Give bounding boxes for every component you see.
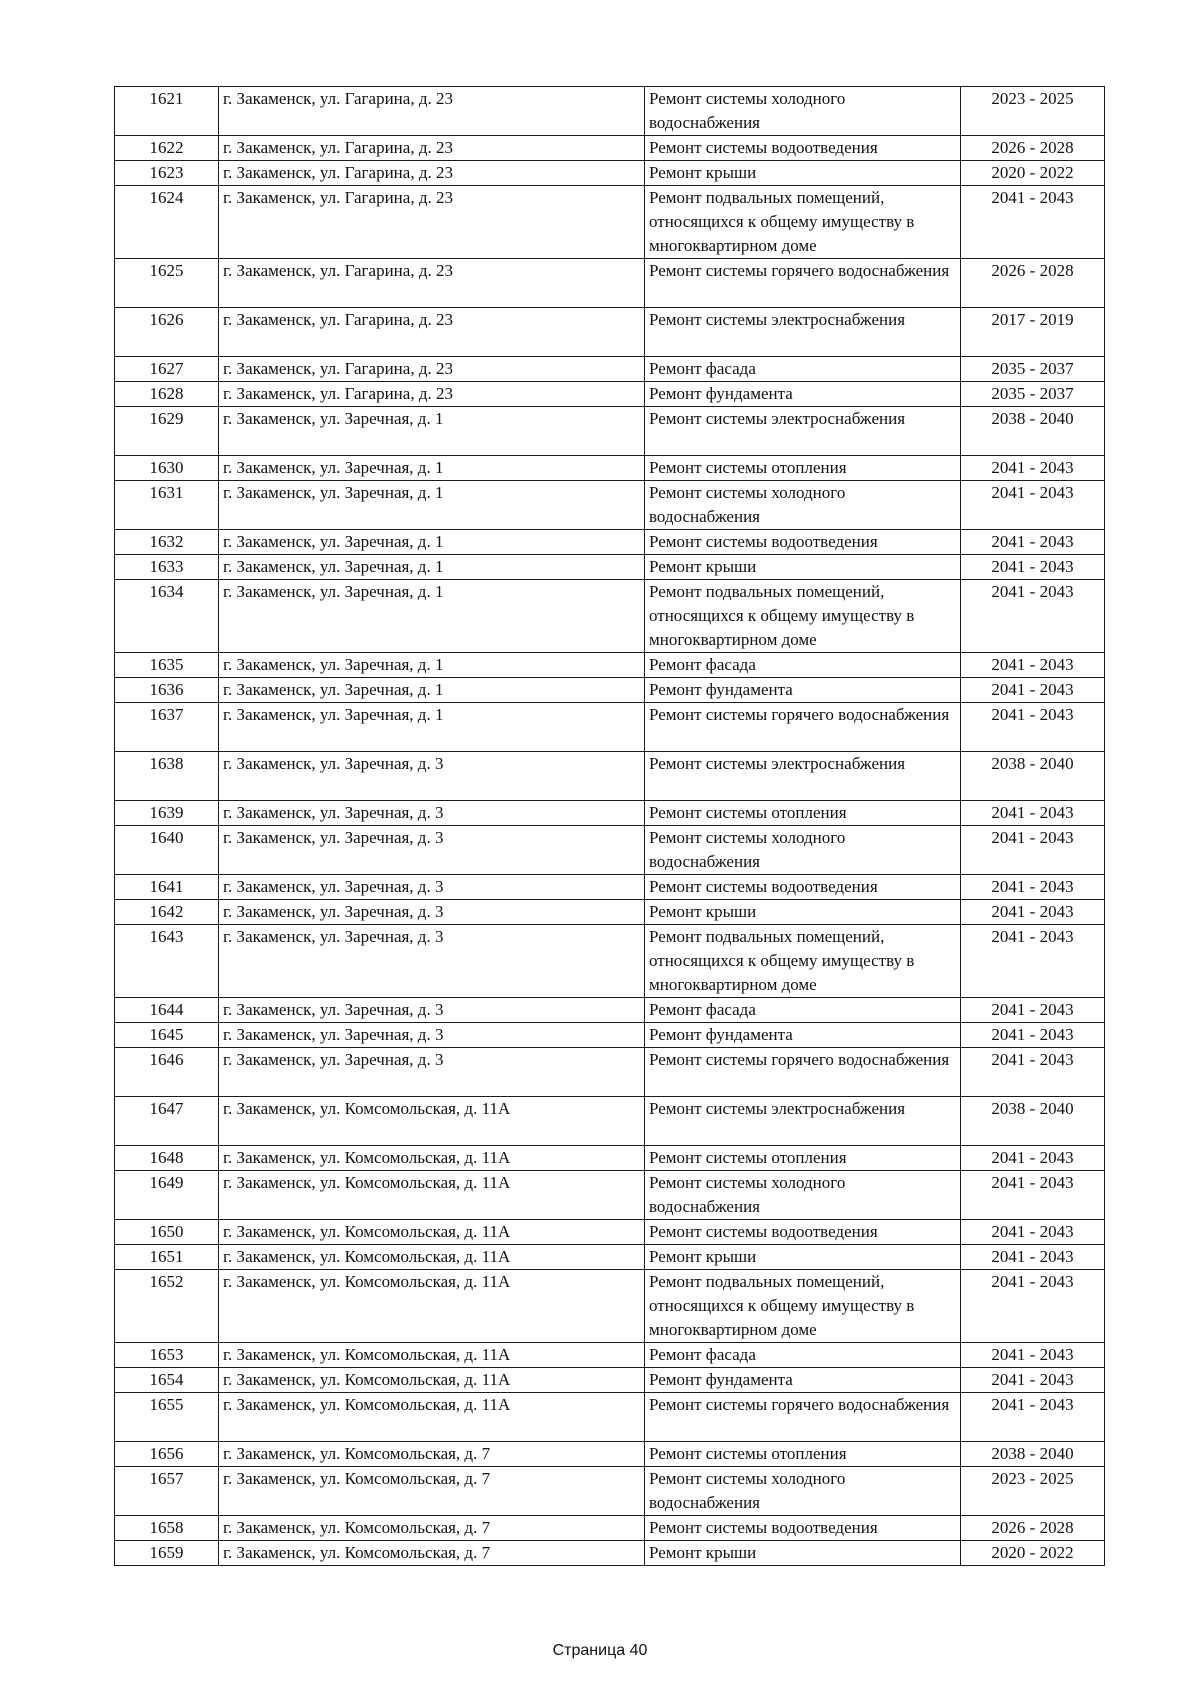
table-row — [115, 530, 1105, 555]
row-address: г. Закаменск, ул. Заречная, д. 1 — [219, 580, 645, 653]
row-number: 1632 — [115, 530, 219, 555]
row-period: 2038 - 2040 — [961, 407, 1105, 456]
row-number: 1651 — [115, 1245, 219, 1270]
row-number: 1635 — [115, 653, 219, 678]
row-period: 2041 - 2043 — [961, 678, 1105, 703]
row-address: г. Закаменск, ул. Заречная, д. 3 — [219, 900, 645, 925]
row-period: 2020 - 2022 — [961, 161, 1105, 186]
row-address: г. Закаменск, ул. Заречная, д. 3 — [219, 1048, 645, 1097]
row-period: 2035 - 2037 — [961, 382, 1105, 407]
table-row — [115, 653, 1105, 678]
row-number: 1623 — [115, 161, 219, 186]
row-work-type: Ремонт системы холодного водоснабжения — [645, 87, 961, 136]
row-address: г. Закаменск, ул. Комсомольская, д. 11А — [219, 1245, 645, 1270]
table-row — [115, 1023, 1105, 1048]
row-address: г. Закаменск, ул. Гагарина, д. 23 — [219, 87, 645, 136]
row-address: г. Закаменск, ул. Комсомольская, д. 11А — [219, 1171, 645, 1220]
table-row — [115, 456, 1105, 481]
row-period: 2041 - 2043 — [961, 653, 1105, 678]
row-work-type: Ремонт подвальных помещений, относящихся к общему имуществу в многоквартирном доме — [645, 1270, 961, 1343]
table-row — [115, 1442, 1105, 1467]
table-row — [115, 259, 1105, 308]
table-row — [115, 1541, 1105, 1566]
table-row — [115, 998, 1105, 1023]
row-period: 2041 - 2043 — [961, 925, 1105, 998]
table-row — [115, 925, 1105, 998]
table-row — [115, 136, 1105, 161]
table-row — [115, 1048, 1105, 1097]
row-address: г. Закаменск, ул. Заречная, д. 3 — [219, 826, 645, 875]
row-period: 2038 - 2040 — [961, 1097, 1105, 1146]
row-work-type: Ремонт фасада — [645, 1343, 961, 1368]
row-period: 2041 - 2043 — [961, 1270, 1105, 1343]
row-number: 1627 — [115, 357, 219, 382]
row-period: 2041 - 2043 — [961, 1171, 1105, 1220]
row-number: 1650 — [115, 1220, 219, 1245]
row-number: 1646 — [115, 1048, 219, 1097]
row-work-type: Ремонт крыши — [645, 900, 961, 925]
row-address: г. Закаменск, ул. Заречная, д. 1 — [219, 407, 645, 456]
row-work-type: Ремонт системы горячего водоснабжения — [645, 259, 961, 308]
row-work-type: Ремонт фундамента — [645, 1023, 961, 1048]
repair-schedule-table — [114, 86, 1105, 1566]
row-work-type: Ремонт подвальных помещений, относящихся к общему имуществу в многоквартирном доме — [645, 580, 961, 653]
row-address: г. Закаменск, ул. Комсомольская, д. 7 — [219, 1541, 645, 1566]
row-number: 1652 — [115, 1270, 219, 1343]
row-period: 2041 - 2043 — [961, 186, 1105, 259]
row-period: 2023 - 2025 — [961, 87, 1105, 136]
row-work-type: Ремонт крыши — [645, 1541, 961, 1566]
row-number: 1626 — [115, 308, 219, 357]
row-period: 2023 - 2025 — [961, 1467, 1105, 1516]
row-address: г. Закаменск, ул. Гагарина, д. 23 — [219, 259, 645, 308]
row-period: 2041 - 2043 — [961, 875, 1105, 900]
row-work-type: Ремонт системы водоотведения — [645, 1516, 961, 1541]
row-period: 2017 - 2019 — [961, 308, 1105, 357]
row-period: 2041 - 2043 — [961, 456, 1105, 481]
row-number: 1645 — [115, 1023, 219, 1048]
row-number: 1647 — [115, 1097, 219, 1146]
row-number: 1631 — [115, 481, 219, 530]
table-row — [115, 481, 1105, 530]
row-period: 2035 - 2037 — [961, 357, 1105, 382]
row-work-type: Ремонт системы холодного водоснабжения — [645, 826, 961, 875]
row-work-type: Ремонт системы холодного водоснабжения — [645, 1171, 961, 1220]
repair-schedule-body — [115, 87, 1105, 1566]
row-period: 2041 - 2043 — [961, 481, 1105, 530]
row-number: 1656 — [115, 1442, 219, 1467]
table-row — [115, 308, 1105, 357]
row-number: 1640 — [115, 826, 219, 875]
row-address: г. Закаменск, ул. Гагарина, д. 23 — [219, 136, 645, 161]
row-period: 2041 - 2043 — [961, 1393, 1105, 1442]
row-number: 1648 — [115, 1146, 219, 1171]
table-row — [115, 703, 1105, 752]
table-row — [115, 1368, 1105, 1393]
row-period: 2041 - 2043 — [961, 1368, 1105, 1393]
row-work-type: Ремонт фундамента — [645, 678, 961, 703]
row-period: 2020 - 2022 — [961, 1541, 1105, 1566]
row-number: 1624 — [115, 186, 219, 259]
row-work-type: Ремонт крыши — [645, 1245, 961, 1270]
row-period: 2041 - 2043 — [961, 703, 1105, 752]
row-address: г. Закаменск, ул. Комсомольская, д. 11А — [219, 1343, 645, 1368]
row-address: г. Закаменск, ул. Гагарина, д. 23 — [219, 382, 645, 407]
row-address: г. Закаменск, ул. Гагарина, д. 23 — [219, 357, 645, 382]
table-row — [115, 1343, 1105, 1368]
table-row — [115, 1516, 1105, 1541]
row-period: 2026 - 2028 — [961, 259, 1105, 308]
table-row — [115, 87, 1105, 136]
row-work-type: Ремонт фасада — [645, 357, 961, 382]
row-address: г. Закаменск, ул. Комсомольская, д. 11А — [219, 1393, 645, 1442]
row-period: 2041 - 2043 — [961, 998, 1105, 1023]
table-row — [115, 1393, 1105, 1442]
row-work-type: Ремонт системы горячего водоснабжения — [645, 703, 961, 752]
row-number: 1655 — [115, 1393, 219, 1442]
row-work-type: Ремонт подвальных помещений, относящихся к общему имуществу в многоквартирном доме — [645, 186, 961, 259]
row-number: 1641 — [115, 875, 219, 900]
table-row — [115, 1171, 1105, 1220]
row-period: 2041 - 2043 — [961, 1023, 1105, 1048]
row-work-type: Ремонт системы холодного водоснабжения — [645, 1467, 961, 1516]
row-address: г. Закаменск, ул. Гагарина, д. 23 — [219, 186, 645, 259]
row-number: 1649 — [115, 1171, 219, 1220]
table-row — [115, 357, 1105, 382]
row-number: 1642 — [115, 900, 219, 925]
row-work-type: Ремонт системы водоотведения — [645, 875, 961, 900]
row-work-type: Ремонт системы горячего водоснабжения — [645, 1393, 961, 1442]
row-address: г. Закаменск, ул. Заречная, д. 3 — [219, 1023, 645, 1048]
row-number: 1633 — [115, 555, 219, 580]
row-work-type: Ремонт системы отопления — [645, 801, 961, 826]
row-number: 1625 — [115, 259, 219, 308]
row-number: 1644 — [115, 998, 219, 1023]
row-period: 2041 - 2043 — [961, 1343, 1105, 1368]
row-address: г. Закаменск, ул. Заречная, д. 3 — [219, 752, 645, 801]
row-period: 2041 - 2043 — [961, 900, 1105, 925]
row-work-type: Ремонт системы холодного водоснабжения — [645, 481, 961, 530]
row-work-type: Ремонт крыши — [645, 555, 961, 580]
table-row — [115, 801, 1105, 826]
row-number: 1643 — [115, 925, 219, 998]
row-work-type: Ремонт фасада — [645, 653, 961, 678]
row-address: г. Закаменск, ул. Заречная, д. 3 — [219, 801, 645, 826]
table-row — [115, 1270, 1105, 1343]
table-row — [115, 678, 1105, 703]
row-address: г. Закаменск, ул. Комсомольская, д. 11А — [219, 1368, 645, 1393]
row-number: 1621 — [115, 87, 219, 136]
table-row — [115, 555, 1105, 580]
row-period: 2041 - 2043 — [961, 555, 1105, 580]
row-work-type: Ремонт системы отопления — [645, 1146, 961, 1171]
row-address: г. Закаменск, ул. Заречная, д. 1 — [219, 703, 645, 752]
table-row — [115, 382, 1105, 407]
row-period: 2041 - 2043 — [961, 1146, 1105, 1171]
row-number: 1629 — [115, 407, 219, 456]
row-number: 1653 — [115, 1343, 219, 1368]
table-row — [115, 1220, 1105, 1245]
row-number: 1657 — [115, 1467, 219, 1516]
row-work-type: Ремонт крыши — [645, 161, 961, 186]
row-period: 2041 - 2043 — [961, 580, 1105, 653]
row-address: г. Закаменск, ул. Заречная, д. 3 — [219, 925, 645, 998]
row-period: 2026 - 2028 — [961, 1516, 1105, 1541]
row-address: г. Закаменск, ул. Комсомольская, д. 7 — [219, 1467, 645, 1516]
row-number: 1636 — [115, 678, 219, 703]
row-work-type: Ремонт подвальных помещений, относящихся к общему имуществу в многоквартирном доме — [645, 925, 961, 998]
row-work-type: Ремонт фасада — [645, 998, 961, 1023]
row-address: г. Закаменск, ул. Комсомольская, д. 11А — [219, 1270, 645, 1343]
table-row — [115, 1146, 1105, 1171]
row-work-type: Ремонт системы горячего водоснабжения — [645, 1048, 961, 1097]
row-period: 2041 - 2043 — [961, 826, 1105, 875]
row-work-type: Ремонт системы электроснабжения — [645, 407, 961, 456]
row-work-type: Ремонт системы отопления — [645, 456, 961, 481]
row-number: 1622 — [115, 136, 219, 161]
row-address: г. Закаменск, ул. Заречная, д. 1 — [219, 530, 645, 555]
row-address: г. Закаменск, ул. Заречная, д. 1 — [219, 678, 645, 703]
row-period: 2041 - 2043 — [961, 530, 1105, 555]
table-row — [115, 900, 1105, 925]
row-address: г. Закаменск, ул. Заречная, д. 1 — [219, 456, 645, 481]
table-row — [115, 407, 1105, 456]
table-row — [115, 826, 1105, 875]
row-number: 1630 — [115, 456, 219, 481]
row-number: 1658 — [115, 1516, 219, 1541]
row-work-type: Ремонт системы водоотведения — [645, 530, 961, 555]
row-work-type: Ремонт системы электроснабжения — [645, 308, 961, 357]
row-number: 1637 — [115, 703, 219, 752]
row-period: 2041 - 2043 — [961, 1220, 1105, 1245]
row-work-type: Ремонт системы отопления — [645, 1442, 961, 1467]
row-period: 2038 - 2040 — [961, 1442, 1105, 1467]
row-address: г. Закаменск, ул. Комсомольская, д. 7 — [219, 1516, 645, 1541]
row-address: г. Закаменск, ул. Комсомольская, д. 11А — [219, 1146, 645, 1171]
row-number: 1638 — [115, 752, 219, 801]
row-address: г. Закаменск, ул. Гагарина, д. 23 — [219, 308, 645, 357]
row-period: 2041 - 2043 — [961, 1245, 1105, 1270]
row-address: г. Закаменск, ул. Заречная, д. 1 — [219, 555, 645, 580]
row-address: г. Закаменск, ул. Комсомольская, д. 11А — [219, 1097, 645, 1146]
table-row — [115, 875, 1105, 900]
table-row — [115, 752, 1105, 801]
row-number: 1628 — [115, 382, 219, 407]
row-period: 2041 - 2043 — [961, 801, 1105, 826]
table-row — [115, 1467, 1105, 1516]
row-number: 1654 — [115, 1368, 219, 1393]
row-work-type: Ремонт системы водоотведения — [645, 136, 961, 161]
row-period: 2026 - 2028 — [961, 136, 1105, 161]
row-work-type: Ремонт системы электроснабжения — [645, 752, 961, 801]
table-row — [115, 1097, 1105, 1146]
table-row — [115, 580, 1105, 653]
row-address: г. Закаменск, ул. Гагарина, д. 23 — [219, 161, 645, 186]
row-number: 1634 — [115, 580, 219, 653]
row-work-type: Ремонт системы электроснабжения — [645, 1097, 961, 1146]
table-row — [115, 161, 1105, 186]
row-address: г. Закаменск, ул. Заречная, д. 3 — [219, 998, 645, 1023]
row-number: 1639 — [115, 801, 219, 826]
row-address: г. Закаменск, ул. Заречная, д. 3 — [219, 875, 645, 900]
row-number: 1659 — [115, 1541, 219, 1566]
row-work-type: Ремонт системы водоотведения — [645, 1220, 961, 1245]
row-address: г. Закаменск, ул. Комсомольская, д. 7 — [219, 1442, 645, 1467]
row-address: г. Закаменск, ул. Заречная, д. 1 — [219, 481, 645, 530]
row-work-type: Ремонт фундамента — [645, 1368, 961, 1393]
row-period: 2041 - 2043 — [961, 1048, 1105, 1097]
table-row — [115, 186, 1105, 259]
table-row — [115, 1245, 1105, 1270]
row-work-type: Ремонт фундамента — [645, 382, 961, 407]
row-period: 2038 - 2040 — [961, 752, 1105, 801]
row-address: г. Закаменск, ул. Комсомольская, д. 11А — [219, 1220, 645, 1245]
row-address: г. Закаменск, ул. Заречная, д. 1 — [219, 653, 645, 678]
page-number: Страница 40 — [552, 1642, 648, 1659]
